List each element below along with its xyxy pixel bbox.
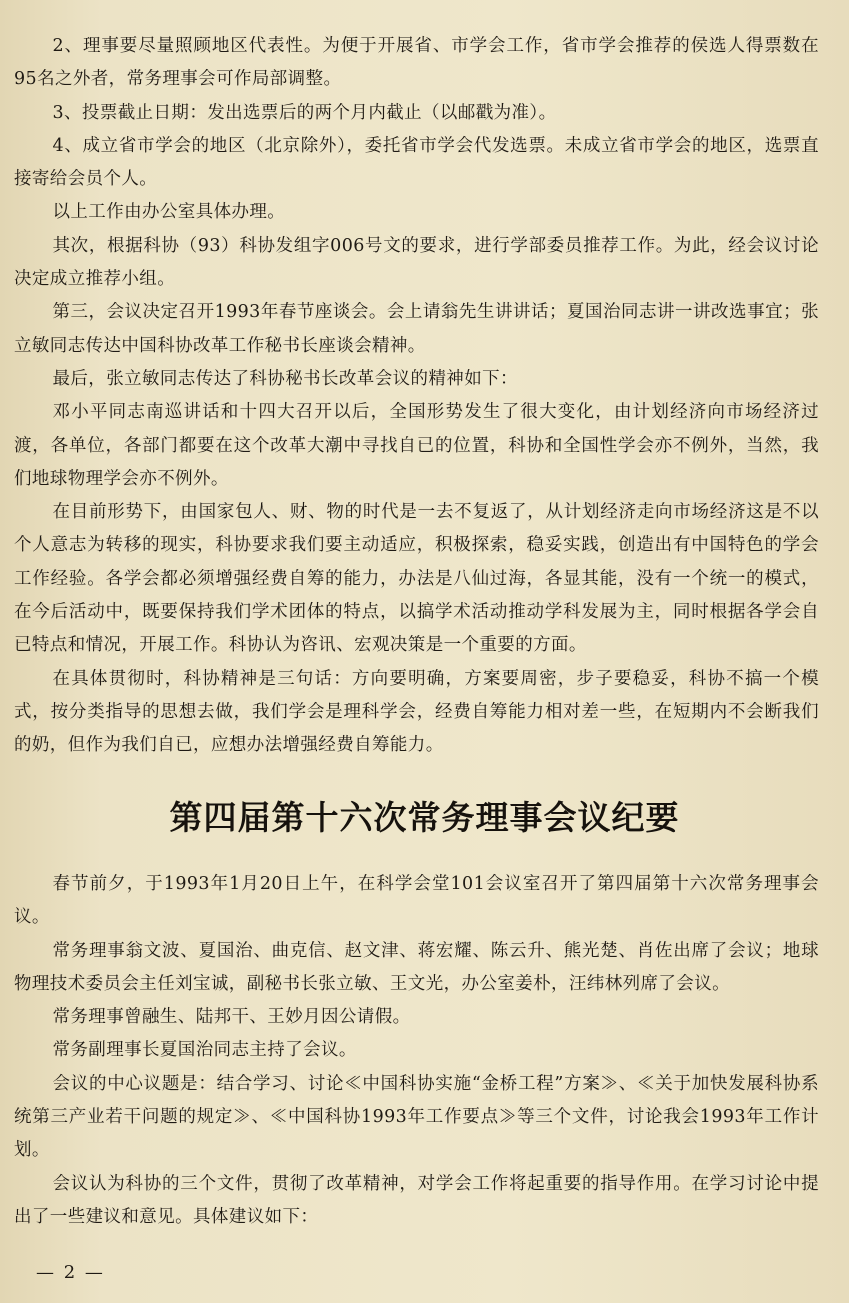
paragraph: 会议认为科协的三个文件，贯彻了改革精神，对学会工作将起重要的指导作用。在学习讨论中提出了一些建议和意见。具体建议如下： — [14, 1173, 819, 1227]
meeting-minutes — [0, 868, 849, 1234]
page-number: — 2 — — [36, 1262, 105, 1283]
paragraph: 常务理事曾融生、陆邦干、王妙月因公请假。 — [52, 1007, 411, 1028]
paragraph: 其次，根据科协（93）科协发组字006号文的要求，进行学部委员推荐工作。为此，经会议讨论决定成立推荐小组。 — [14, 235, 819, 290]
paragraph: 3、投票截止日期：发出选票后的两个月内截止（以邮戳为准）。 — [52, 102, 557, 123]
paragraph: 以上工作由办公室具体办理。 — [52, 202, 286, 223]
section-title: 第四届第十六次常务理事会议纪要 — [169, 798, 680, 837]
paragraph: 在目前形势下，由国家包人、财、物的时代是一去不复返了，从计划经济走向市场经济这是不以个人意志为转移的现实，科协要求我们要主动适应，积极探索，稳妥实践，创造出有中国特色的学会工作经验。各学会都必须增强经费自筹的能力，办法是八仙过海，各显其能，没有一个统一的模式，在今后活动中，既要保持我们学术团体的特点，以搞学术活动推动学科发展为主，同时根据各学会自已特点和情况，开展工作。科协认为咨讯、宏观决策是一个重要的方面。 — [14, 502, 819, 656]
paragraph: 邓小平同志南巡讲话和十四大召开以后，全国形势发生了很大变化，由计划经济向市场经济过渡，各单位，各部门都要在这个改革大潮中寻找自已的位置，科协和全国性学会亦不例外，当然，我们地球物理学会亦不例外。 — [14, 402, 819, 489]
paragraph: 常务副理事长夏国治同志主持了会议。 — [52, 1040, 357, 1061]
paragraph: 最后，张立敏同志传达了科协秘书长改革会议的精神如下： — [52, 368, 518, 389]
paragraph: 会议的中心议题是：结合学习、讨论≪中国科协实施“金桥工程”方案≫、≪关于加快发展科协系统第三产业若干问题的规定≫、≪中国科协1993年工作要点≫等三个文件，讨论我会1993年工作计划。 — [14, 1073, 819, 1161]
paragraph: 春节前夕，于1993年1月20日上午，在科学会堂101会议室召开了第四届第十六次常务理事会议。 — [14, 874, 819, 928]
paragraph: 在具体贯彻时，科协精神是三句话：方向要明确，方案要周密，步子要稳妥，科协不搞一个模式，按分类指导的思想去做，我们学会是理科学会，经费自筹能力相对差一些，在短期内不会断我们的奶，但作为我们自已，应想办法增强经费自筹能力。 — [14, 668, 819, 756]
paragraph: 2、理事要尽量照顾地区代表性。为便于开展省、市学会工作，省市学会推荐的侯选人得票数在95名之外者，常务理事会可作局部调整。 — [14, 36, 819, 90]
paragraph: 4、成立省市学会的地区（北京除外），委托省市学会代发选票。未成立省市学会的地区，选票直接寄给会员个人。 — [14, 135, 819, 190]
paragraph: 第三，会议决定召开1993年春节座谈会。会上请翁先生讲讲话；夏国治同志讲一讲改选事宜；张立敏同志传达中国科协改革工作秘书长座谈会精神。 — [14, 302, 819, 356]
paragraph: 常务理事翁文波、夏国治、曲克信、赵文津、蒋宏耀、陈云升、熊光楚、肖佐出席了会议；地球物理技术委员会主任刘宝诚，副秘书长张立敏、王文光，办公室姜朴，汪纬林列席了会议。 — [14, 940, 819, 994]
minutes-continuation — [0, 30, 849, 763]
